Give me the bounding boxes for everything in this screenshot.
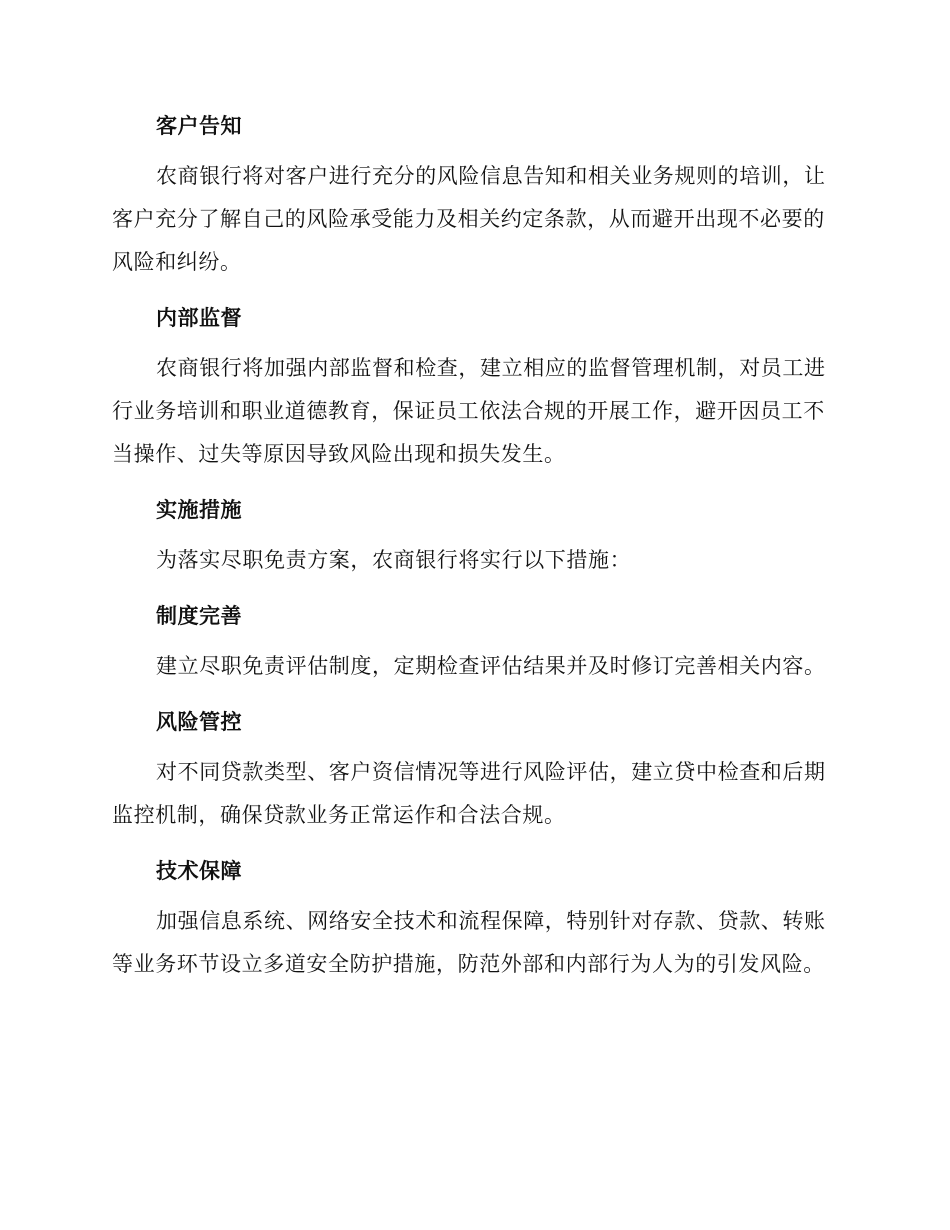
section-heading: 风险管控 — [156, 710, 242, 734]
section-paragraph: 农商银行将加强内部监督和检查，建立相应的监督管理机制，对员工进行业务培训和职业道德教育，保证员工依法合规的开展工作，避开因员工不当操作、过失等原因导致风险出现和损失发生。 — [112, 356, 826, 466]
section-paragraph: 为落实尽职免责方案，农商银行将实行以下措施： — [156, 548, 632, 572]
section-paragraph: 建立尽职免责评估制度，定期检查评估结果并及时修订完善相关内容。 — [156, 654, 826, 678]
section-paragraph: 加强信息系统、网络安全技术和流程保障，特别针对存款、贷款、转账等业务环节设立多道安全防护措施，防范外部和内部行为人为的引发风险。 — [112, 909, 826, 976]
section-paragraph: 对不同贷款类型、客户资信情况等进行风险评估，建立贷中检查和后期监控机制，确保贷款业务正常运作和合法合规。 — [112, 760, 826, 827]
section-heading: 技术保障 — [156, 859, 242, 883]
document-body — [112, 104, 834, 986]
section-paragraph: 农商银行将对客户进行充分的风险信息告知和相关业务规则的培训，让客户充分了解自己的风险承受能力及相关约定条款，从而避开出现不必要的风险和纠纷。 — [112, 164, 826, 274]
section-heading: 客户告知 — [156, 114, 242, 138]
section-heading: 制度完善 — [156, 604, 242, 628]
section-heading: 内部监督 — [156, 306, 242, 330]
section-heading: 实施措施 — [156, 498, 242, 522]
